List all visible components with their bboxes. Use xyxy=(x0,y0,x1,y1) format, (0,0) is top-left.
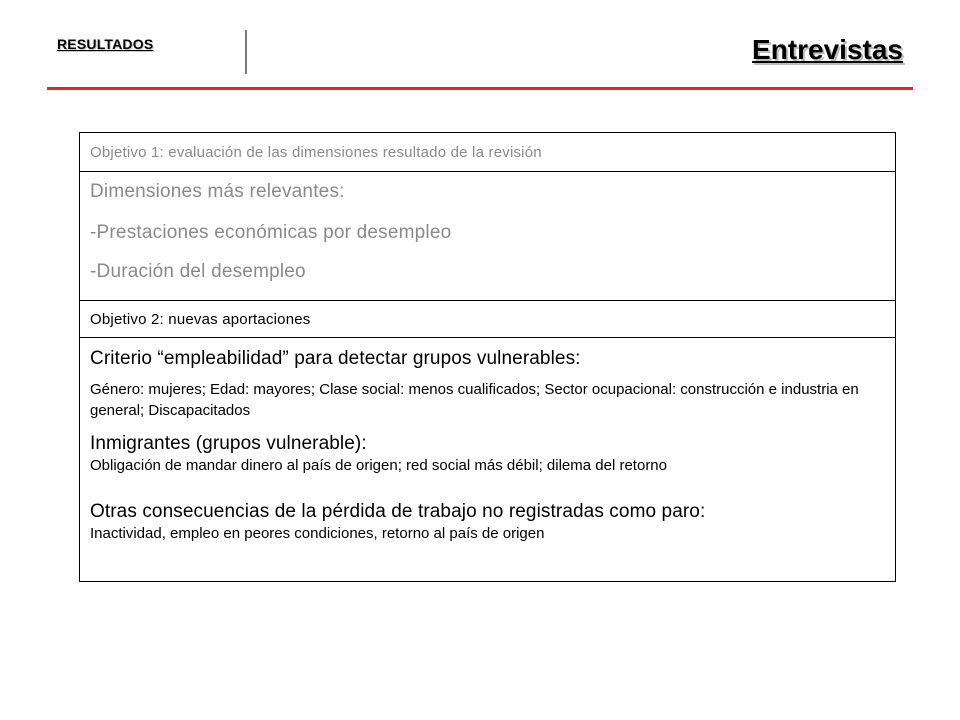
objective1-item: -Duración del desempleo xyxy=(90,261,306,282)
objective1-subheading: Dimensiones más relevantes: xyxy=(90,181,345,202)
objective1-body xyxy=(80,171,895,300)
section-label: RESULTADOS xyxy=(57,36,154,52)
objective2-heading: Objetivo 2: nuevas aportaciones xyxy=(80,300,895,337)
block-title-employability: Criterio “empleabilidad” para detectar grupos vulnerables: xyxy=(90,348,581,369)
block-text-immigrants: Obligación de mandar dinero al país de origen; red social más débil; dilema del retorno xyxy=(90,457,667,474)
objective1-item: -Prestaciones económicas por desempleo xyxy=(90,222,452,243)
block-text-other-consequences: Inactividad, empleo en peores condiciones, retorno al país de origen xyxy=(90,525,545,542)
header-divider xyxy=(245,30,247,74)
content-table xyxy=(79,132,896,582)
block-text-employability: Género: mujeres; Edad: mayores; Clase social: menos cualificados; Sector ocupacional: construcción e industria en general; Discapacitados xyxy=(90,381,859,419)
objective1-heading: Objetivo 1: evaluación de las dimensiones resultado de la revisión xyxy=(90,144,542,161)
block-title-immigrants: Inmigrantes (grupos vulnerable): xyxy=(90,433,367,454)
block-title-other-consequences: Otras consecuencias de la pérdida de trabajo no registradas como paro: xyxy=(90,501,706,522)
page-title: Entrevistas xyxy=(752,34,903,65)
objective2-body xyxy=(80,337,895,581)
accent-rule xyxy=(47,87,913,90)
